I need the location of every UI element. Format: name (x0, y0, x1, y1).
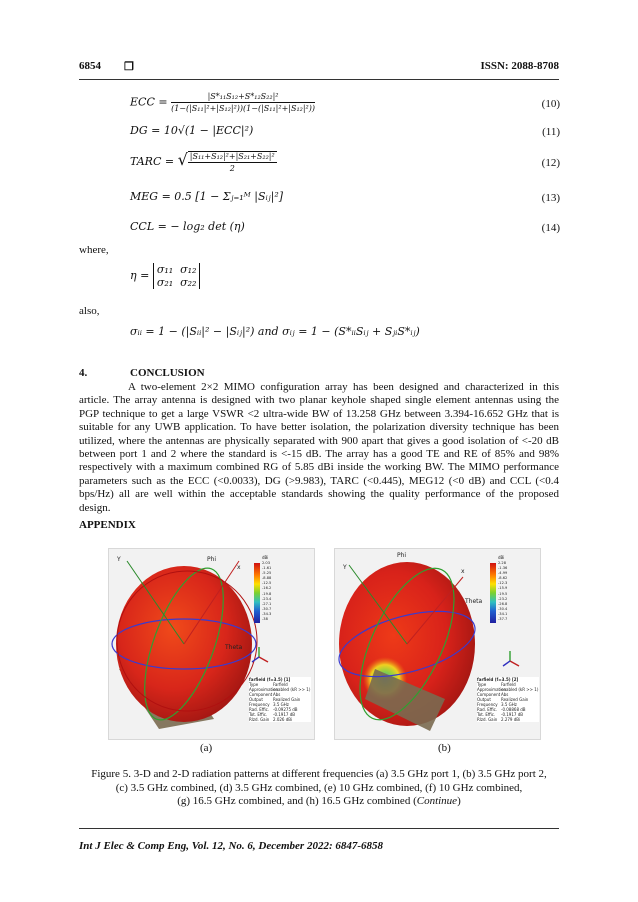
table-key: Component (249, 692, 273, 697)
colorbar-labels (262, 561, 271, 622)
table-key: Tot. Effic. (477, 712, 496, 717)
equation-tarc: TARC = √ $\frac{\text{|S₁₁+S₁₂|²+|S₂₁+S₂₂|²}}{2}$ (130, 150, 275, 173)
also-label: also, (79, 305, 100, 317)
table-value: Farfield (273, 682, 288, 687)
subfigure-label-b: (b) (438, 742, 451, 754)
table-value: 3.5 GHz (273, 702, 289, 707)
caption-line: (c) 3.5 GHz combined, (d) 3.5 GHz combined, (e) 10 GHz combined, (f) 10 GHz combined, (115, 781, 523, 794)
axis-x-label: x (461, 568, 465, 575)
figure-caption (79, 768, 559, 809)
matrix-cell: σ₂₁ (156, 276, 174, 289)
colorbar-value: -37.7 (498, 617, 508, 622)
axis-y-label: Y (343, 564, 347, 571)
appendix-heading: APPENDIX (79, 519, 136, 531)
table-value: -0.1917 dB (273, 712, 295, 717)
table-value: enabled (kR >> 1) (501, 687, 539, 692)
equation-number: (13) (541, 192, 560, 204)
equation-denominator: (1−(|S₁₁|²+|S₁₂|²))(1−(|S₁₁|²+|S₁₂|²)) (171, 104, 316, 113)
table-value: 2.279 dBi (501, 717, 521, 722)
colorbar-value: -8.88 (262, 576, 272, 581)
journal-issn: ISSN: 2088-8708 (480, 60, 559, 72)
colorbar-unit: dBi (262, 555, 269, 560)
colorbar-value: -8.62 (498, 576, 508, 581)
colorbar-value: 2.28 (498, 561, 507, 565)
table-key: Frequency (477, 702, 498, 707)
colorbar-value: -34.1 (498, 611, 508, 616)
table-value: 2.026 dBi (273, 717, 293, 722)
equation-number: (11) (542, 126, 560, 138)
caption-line: Figure 5. 3-D and 2-D radiation patterns at different frequencies (a) 3.5 GHz port 1, (b) 3.5 GHz port 2, (91, 768, 547, 780)
equation-lhs: ECC = (130, 95, 168, 109)
table-key: Rad. Effic. (249, 707, 270, 712)
farfield-title: farfield (f=3.5) [2] (477, 677, 519, 682)
table-value: -0.08868 dB (501, 707, 526, 712)
colorbar-value: -27.1 (262, 601, 272, 606)
table-key: Frequency (249, 702, 270, 707)
farfield-info-table (477, 677, 539, 722)
axis-theta-label: Theta (225, 644, 243, 651)
caption-text: (g) 16.5 GHz combined, and (h) 16.5 GHz combined ( (177, 795, 417, 807)
table-value: Farfield (501, 682, 516, 687)
equation-number: (14) (541, 222, 560, 234)
colorbar-value: 2.03 (262, 561, 271, 565)
header-box-icon: ❒ (124, 61, 134, 73)
table-key: Rlzd. Gain (477, 717, 498, 722)
caption-line (79, 795, 559, 809)
colorbar-value: -30.4 (498, 606, 508, 611)
table-key: Component (477, 692, 501, 697)
colorbar-unit: dBi (498, 555, 505, 560)
axis-theta-label: Theta (465, 598, 483, 605)
farfield-title: farfield (f=3.5) [1] (249, 677, 291, 682)
table-key: Rlzd. Gain (249, 717, 270, 722)
table-row (477, 717, 539, 722)
radiation-pattern-figure-a (108, 548, 315, 740)
colorbar-value: -34.3 (262, 611, 272, 616)
colorbar-value: -26.8 (498, 601, 508, 606)
orientation-triad-icon (503, 651, 519, 666)
table-row (249, 717, 311, 722)
equation-ccl: CCL = − log₂ det (η) (130, 220, 245, 233)
table-value: Realized Gain (273, 697, 301, 702)
colorbar (254, 563, 260, 623)
table-key: Type (477, 682, 487, 687)
page-number: 6854 (79, 60, 101, 72)
farfield-info-table (249, 677, 311, 722)
colorbar-value: -19.5 (498, 591, 508, 596)
table-key: Rad. Effic. (477, 707, 498, 712)
conclusion-paragraph: A two-element 2×2 MIMO configuration array has been designed and characterized in this article. The array antenna is designed with two planar keyhole shaped single element antennas using the PGP technique to get a large VSWR <2 ultra-wide BW of 13.258 GHz between 3.394-16.652 GHz that is suitable for any UWB application. To have better isolation, the polarization diversity technique has been utilized, where the antennas are physically separated with 900 apart that gives a good isolation of <-20 dB between port 1 and 2 where the standard is <-15 dB. The array has a good TE and RE of 85% and 98% respectively with a maximum combined RG of 5.85 dBi inside the working BW. The MIMO performance parameters such as the ECC (<0.0033), DG (>9.983), TARC (<0.445), MEG12 (<0 dB) and CCL (<0.4 bps/Hz) all are well within the acceptable standards showing the quality performance of the proposed design. (79, 381, 559, 514)
matrix-cell: σ₂₂ (180, 276, 197, 289)
table-value: -0.1917 dB (501, 712, 523, 717)
sigma-equation: σᵢᵢ = 1 − (|Sᵢᵢ|² − |Sᵢⱼ|²) and σᵢⱼ = 1 − (S*ᵢᵢSᵢⱼ + SⱼᵢS*ᵢⱼ) (130, 325, 420, 338)
equation-ecc (130, 92, 315, 113)
footer-rule (79, 828, 559, 829)
eta-definition (130, 263, 200, 289)
colorbar-value: -5.25 (262, 571, 272, 576)
matrix-cell: σ₁₂ (180, 263, 197, 276)
footer-citation: Int J Elec & Comp Eng, Vol. 12, No. 6, December 2022: 6847-6858 (79, 840, 384, 852)
table-value: Abs (501, 692, 509, 697)
colorbar-value: -30.7 (262, 606, 272, 611)
equation-numerator: |S₁₁+S₁₂|²+|S₂₁+S₂₂|² (189, 152, 275, 161)
colorbar-value: -19.8 (262, 591, 272, 596)
colorbar-value: -12.5 (262, 581, 272, 586)
colorbar (490, 563, 496, 623)
table-value: -0.09275 dB (273, 707, 298, 712)
colorbar-value: -23.4 (262, 596, 272, 601)
axis-phi-label: Phi (397, 552, 407, 559)
where-label: where, (79, 244, 109, 256)
equation-dg: DG = 10√(1 − |ECC|²) (130, 124, 254, 137)
table-value: enabled (kR >> 1) (273, 687, 311, 692)
table-value: Realized Gain (501, 697, 529, 702)
axis-x-label: x (237, 564, 241, 571)
table-key: Approximation (249, 687, 279, 692)
colorbar-value: -23.2 (498, 596, 508, 601)
header-rule (79, 79, 559, 80)
equation-denominator: 2 (229, 164, 235, 173)
colorbar-value: -16.2 (262, 586, 272, 591)
table-key: Tot. Effic. (249, 712, 268, 717)
caption-continue: Continue (416, 795, 458, 807)
colorbar-value: -12.3 (498, 581, 508, 586)
colorbar-value: -38 (262, 617, 268, 622)
section-heading: CONCLUSION (130, 367, 205, 379)
section-number: 4. (79, 367, 88, 379)
caption-text: ) (457, 795, 461, 807)
axis-y-label: Y (117, 556, 121, 563)
colorbar-value: -15.9 (498, 586, 508, 591)
colorbar-value: -4.99 (498, 571, 508, 576)
equation-lhs: TARC = (130, 155, 175, 168)
radiation-pattern-figure-b (334, 548, 541, 740)
eta-lhs: η = (130, 269, 150, 282)
table-key: Output (477, 697, 491, 702)
table-value: Abs (273, 692, 281, 697)
colorbar-labels (498, 561, 507, 622)
table-key: Approximation (477, 687, 507, 692)
equation-meg: MEG = 0.5 [1 − Σⱼ₌₁ᴹ |Sᵢⱼ|²] (130, 190, 284, 203)
subfigure-label-a: (a) (200, 742, 213, 754)
axis-phi-label: Phi (207, 556, 217, 563)
matrix-cell: σ₁₁ (156, 263, 174, 276)
equation-fraction (188, 151, 277, 173)
equation-numerator: |S*₁₁S₁₂+S*₁₂S₂₂|² (171, 92, 315, 103)
equation-fraction (171, 92, 315, 113)
table-key: Type (249, 682, 259, 687)
eta-matrix (153, 263, 201, 289)
table-value: 3.5 GHz (501, 702, 517, 707)
equation-number: (10) (541, 98, 560, 110)
table-key: Output (249, 697, 263, 702)
colorbar-value: -1.61 (262, 566, 272, 571)
colorbar-value: -1.36 (498, 566, 508, 571)
equation-number: (12) (541, 157, 560, 169)
